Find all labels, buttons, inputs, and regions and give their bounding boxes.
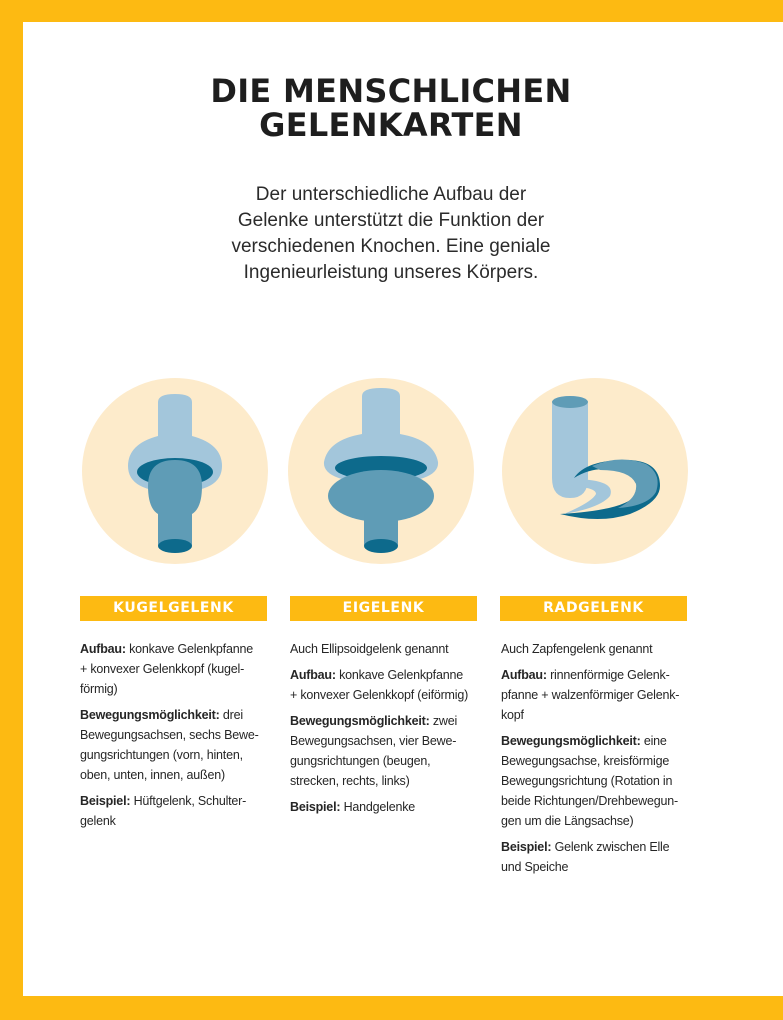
bewegung-paragraph (501, 731, 691, 831)
text-line: Bewegungsachsen, sechs Bewe- (80, 728, 259, 742)
beispiel-paragraph (80, 791, 270, 831)
note-paragraph: Auch Zapfengelenk genannt (501, 642, 653, 656)
bewegung-paragraph (290, 711, 480, 791)
beispiel-label: Beispiel: (501, 840, 552, 854)
text-line: Bewegungsachse, kreisförmige (501, 754, 670, 768)
pivot-joint-icon (500, 374, 690, 564)
aufbau-label: Aufbau: (80, 642, 126, 656)
intro-line: Der unterschiedliche Aufbau der (255, 184, 527, 205)
text-line: und Speiche (501, 860, 569, 874)
bewegung-paragraph (80, 705, 270, 785)
text-line: drei (219, 708, 243, 722)
text-line: kopf (501, 708, 524, 722)
text-line: eine (640, 734, 667, 748)
icon-circle (502, 378, 688, 564)
intro-line: verschiedenen Knochen. Eine geniale (231, 236, 551, 257)
text-line: gungsrichtungen (beugen, (290, 754, 431, 768)
text-line: gungsrichtungen (vorn, hinten, (80, 748, 243, 762)
title-line-2: GELENKARTEN (259, 106, 523, 144)
aufbau-paragraph (80, 639, 270, 699)
aufbau-paragraph (501, 665, 691, 725)
text-line: Gelenk zwischen Elle (551, 840, 670, 854)
aufbau-label: Aufbau: (501, 668, 547, 682)
text-line: zwei (429, 714, 458, 728)
joint-description (290, 639, 480, 823)
text-line: strecken, rechts, links) (290, 774, 410, 788)
text-line: Bewegungsrichtung (Rotation in (501, 774, 673, 788)
joint-label-kugelgelenk: KUGELGELENK (80, 596, 267, 621)
note-paragraph: Auch Ellipsoidgelenk genannt (290, 642, 449, 656)
text-line: gelenk (80, 814, 116, 828)
beispiel-paragraph (290, 797, 480, 817)
text-line: pfanne + walzenförmiger Gelenk- (501, 688, 680, 702)
beispiel-paragraph (501, 837, 691, 877)
text-line: Bewegungsachsen, vier Bewe- (290, 734, 457, 748)
text-line: beide Richtungen/Drehbewegun- (501, 794, 678, 808)
aufbau-label: Aufbau: (290, 668, 336, 682)
ball-joint-icon (80, 374, 270, 564)
intro-line: Gelenke unterstützt die Funktion der (237, 210, 545, 231)
ellipsoid-joint-icon (286, 374, 476, 564)
intro-text (173, 182, 609, 286)
title-line-1: DIE MENSCHLICHEN (210, 72, 572, 110)
bewegung-label: Bewegungsmöglichkeit: (80, 708, 220, 722)
text-line: konkave Gelenkpfanne (335, 668, 463, 682)
text-line: gen um die Längsachse) (501, 814, 634, 828)
beispiel-label: Beispiel: (290, 800, 341, 814)
text-line: + konvexer Gelenkkopf (eiförmig) (290, 688, 469, 702)
intro-line: Ingenieurleistung unseres Körpers. (243, 262, 539, 283)
page-title (23, 74, 759, 142)
bewegung-label: Bewegungsmöglichkeit: (290, 714, 430, 728)
joint-description (80, 639, 270, 837)
joint-label-eigelenk: EIGELENK (290, 596, 477, 621)
text-line: oben, unten, innen, außen) (80, 768, 225, 782)
text-line: Hüftgelenk, Schulter- (130, 794, 247, 808)
text-line: Handgelenke (340, 800, 416, 814)
aufbau-paragraph (290, 665, 480, 705)
text-line: + konvexer Gelenkkopf (kugel- (80, 662, 245, 676)
joint-label-radgelenk: RADGELENK (500, 596, 687, 621)
bewegung-label: Bewegungsmöglichkeit: (501, 734, 641, 748)
text-line: rinnenförmige Gelenk- (546, 668, 670, 682)
beispiel-label: Beispiel: (80, 794, 131, 808)
text-line: förmig) (80, 682, 118, 696)
page (23, 22, 783, 996)
joint-description (501, 639, 691, 883)
text-line: konkave Gelenkpfanne (125, 642, 253, 656)
